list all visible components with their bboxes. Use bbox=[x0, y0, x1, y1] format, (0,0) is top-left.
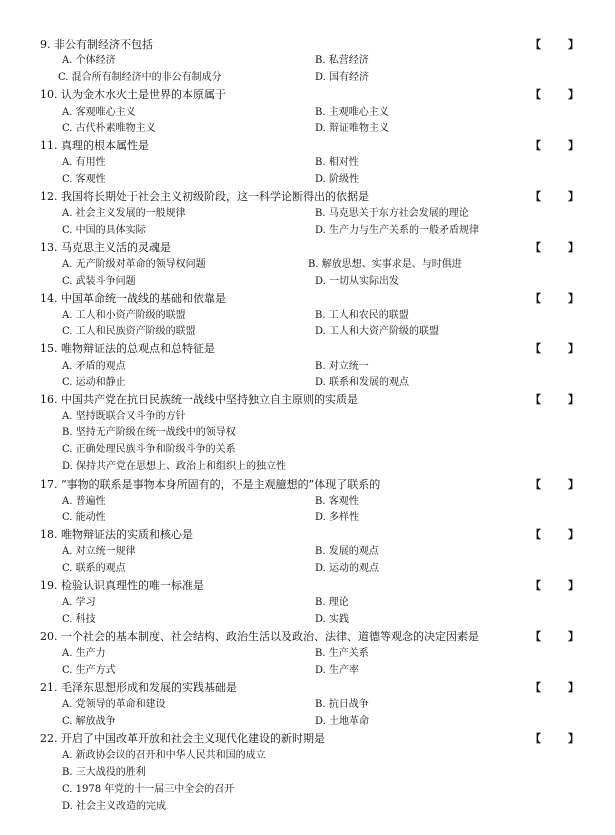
option-b: B. 私营经济 bbox=[315, 55, 369, 66]
option-a: A. 普遍性 bbox=[62, 496, 106, 507]
option-c: C. 能动性 bbox=[62, 512, 106, 523]
answer-bracket-close: 】 bbox=[568, 630, 579, 643]
answer-bracket-close: 】 bbox=[568, 393, 579, 406]
question-stem: 13. 马克思主义活的灵魂是 bbox=[40, 241, 171, 254]
answer-bracket-open: 【 bbox=[530, 190, 541, 203]
question-stem: 19. 检验认识真理性的唯一标准是 bbox=[40, 579, 204, 592]
option-b: B. 生产关系 bbox=[315, 648, 369, 659]
answer-bracket-close: 】 bbox=[568, 478, 579, 491]
answer-bracket-close: 】 bbox=[568, 342, 579, 355]
option-c: C. 混合所有制经济中的非公有制成分 bbox=[58, 72, 222, 83]
option-d: D. 联系和发展的观点 bbox=[315, 377, 410, 388]
answer-bracket-close: 】 bbox=[568, 88, 579, 101]
answer-bracket-close: 】 bbox=[568, 579, 579, 592]
option-b: B. 坚持无产阶级在统一战线中的领导权 bbox=[62, 427, 236, 438]
option-b: B. 工人和农民的联盟 bbox=[315, 310, 409, 321]
option-a: A. 社会主义发展的一般规律 bbox=[62, 208, 186, 219]
option-d: D. 辩证唯物主义 bbox=[315, 123, 390, 134]
option-d: D. 生产力与生产关系的一般矛盾规律 bbox=[315, 225, 480, 236]
option-d: D. 社会主义改造的完成 bbox=[62, 801, 167, 812]
option-c: C. 解放战争 bbox=[62, 716, 116, 727]
answer-bracket-open: 【 bbox=[530, 241, 541, 254]
answer-bracket-close: 】 bbox=[568, 139, 579, 152]
option-a: A. 对立统一规律 bbox=[62, 546, 136, 557]
answer-bracket-open: 【 bbox=[530, 139, 541, 152]
option-b: B. 抗日战争 bbox=[315, 699, 369, 710]
answer-bracket-open: 【 bbox=[530, 88, 541, 101]
option-d: D. 一切从实际出发 bbox=[315, 276, 400, 287]
question-stem: 21. 毛泽东思想形成和发展的实践基础是 bbox=[40, 681, 237, 694]
option-d: D. 阶级性 bbox=[315, 174, 360, 185]
question-stem: 10. 认为金木水火土是世界的本原属于 bbox=[40, 88, 226, 101]
option-b: B. 解放思想、实事求是、与时俱进 bbox=[308, 259, 462, 270]
option-c: C. 正确处理民族斗争和阶级斗争的关系 bbox=[62, 444, 236, 455]
answer-bracket-open: 【 bbox=[530, 732, 541, 745]
question-stem: 17. “事物的联系是事物本身所固有的，不是主观臆想的”体现了联系的 bbox=[40, 478, 381, 491]
answer-bracket-open: 【 bbox=[530, 393, 541, 406]
option-b: B. 客观性 bbox=[315, 496, 359, 507]
answer-bracket-open: 【 bbox=[530, 528, 541, 541]
option-c: C. 科技 bbox=[62, 614, 96, 625]
option-a: A. 生产力 bbox=[62, 648, 106, 659]
option-c: C. 客观性 bbox=[62, 174, 106, 185]
option-a: A. 矛盾的观点 bbox=[62, 361, 126, 372]
answer-bracket-close: 】 bbox=[568, 38, 579, 51]
option-a: A. 客观唯心主义 bbox=[62, 107, 136, 118]
question-stem: 15. 唯物辩证法的总观点和总特征是 bbox=[40, 342, 215, 355]
option-d: D. 国有经济 bbox=[315, 72, 370, 83]
option-b: B. 三大战役的胜利 bbox=[62, 767, 146, 778]
question-stem: 11. 真理的根本属性是 bbox=[40, 139, 149, 152]
option-c: C. 古代朴素唯物主义 bbox=[62, 123, 156, 134]
option-b: B. 发展的观点 bbox=[315, 546, 379, 557]
option-c: C. 联系的观点 bbox=[62, 563, 126, 574]
option-d: D. 土地革命 bbox=[315, 716, 370, 727]
question-stem: 18. 唯物辩证法的实质和核心是 bbox=[40, 528, 193, 541]
option-d: D. 保持共产党在思想上、政治上和组织上的独立性 bbox=[62, 461, 287, 472]
option-c: C. 中国的具体实际 bbox=[62, 225, 146, 236]
option-a: A. 有用性 bbox=[62, 157, 106, 168]
option-d: D. 多样性 bbox=[315, 512, 360, 523]
answer-bracket-open: 【 bbox=[530, 38, 541, 51]
answer-bracket-close: 】 bbox=[568, 190, 579, 203]
option-d: D. 生产率 bbox=[315, 665, 360, 676]
answer-bracket-close: 】 bbox=[568, 732, 579, 745]
answer-bracket-open: 【 bbox=[530, 292, 541, 305]
option-a: A. 学习 bbox=[62, 597, 96, 608]
option-c: C. 运动和静止 bbox=[62, 377, 126, 388]
option-c: C. 生产方式 bbox=[62, 665, 116, 676]
option-a: A. 党领导的革命和建设 bbox=[62, 699, 166, 710]
option-a: A. 无产阶级对革命的领导权问题 bbox=[62, 259, 206, 270]
question-stem: 9. 非公有制经济不包括 bbox=[40, 38, 153, 51]
option-a: A. 个体经济 bbox=[62, 55, 116, 66]
answer-bracket-close: 】 bbox=[568, 528, 579, 541]
answer-bracket-close: 】 bbox=[568, 292, 579, 305]
answer-bracket-open: 【 bbox=[530, 630, 541, 643]
answer-bracket-close: 】 bbox=[568, 681, 579, 694]
answer-bracket-close: 】 bbox=[568, 241, 579, 254]
option-a: A. 新政协会议的召开和中华人民共和国的成立 bbox=[62, 750, 266, 761]
question-stem: 22. 开启了中国改革开放和社会主义现代化建设的新时期是 bbox=[40, 732, 325, 745]
option-a: A. 坚持既联合又斗争的方针 bbox=[62, 411, 186, 422]
option-d: D. 实践 bbox=[315, 614, 350, 625]
option-b: B. 马克思关于东方社会发展的理论 bbox=[315, 208, 469, 219]
answer-bracket-open: 【 bbox=[530, 478, 541, 491]
option-b: B. 主观唯心主义 bbox=[315, 107, 389, 118]
option-c: C. 武装斗争问题 bbox=[62, 276, 136, 287]
option-a: A. 工人和小资产阶级的联盟 bbox=[62, 310, 186, 321]
question-stem: 14. 中国革命统一战线的基础和依靠是 bbox=[40, 292, 226, 305]
option-c: C. 1978 年党的十一届三中全会的召开 bbox=[62, 784, 235, 795]
option-b: B. 相对性 bbox=[315, 157, 359, 168]
question-stem: 12. 我国将长期处于社会主义初级阶段，这一科学论断得出的依据是 bbox=[40, 190, 369, 203]
option-b: B. 对立统一 bbox=[315, 361, 369, 372]
answer-bracket-open: 【 bbox=[530, 579, 541, 592]
option-c: C. 工人和民族资产阶级的联盟 bbox=[62, 326, 196, 337]
option-b: B. 理论 bbox=[315, 597, 349, 608]
question-stem: 16. 中国共产党在抗日民族统一战线中坚持独立自主原则的实质是 bbox=[40, 393, 358, 406]
option-d: D. 运动的观点 bbox=[315, 563, 380, 574]
answer-bracket-open: 【 bbox=[530, 342, 541, 355]
option-d: D. 工人和大资产阶级的联盟 bbox=[315, 326, 440, 337]
answer-bracket-open: 【 bbox=[530, 681, 541, 694]
question-stem: 20. 一个社会的基本制度、社会结构、政治生活以及政治、法律、道德等观念的决定因素是 bbox=[40, 630, 479, 643]
